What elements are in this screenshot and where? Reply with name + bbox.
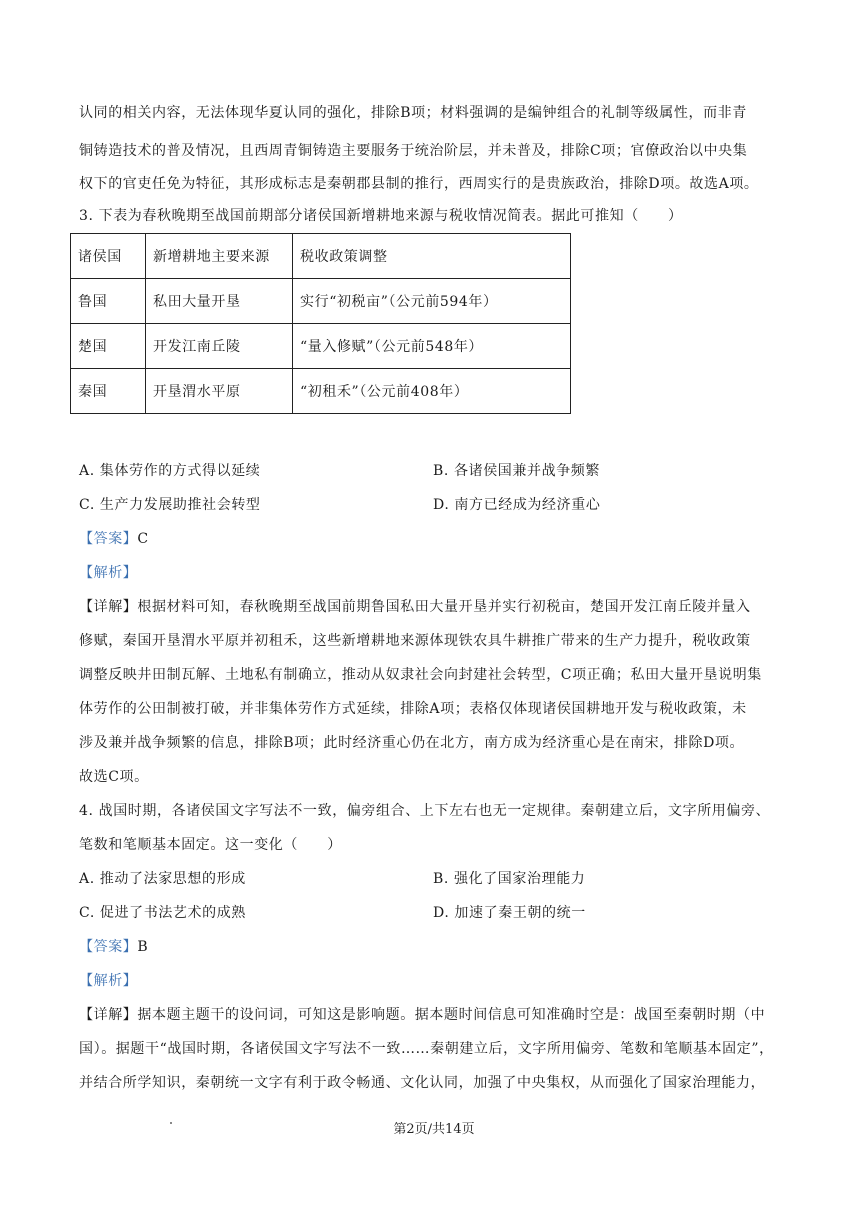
q4-option-d: D. 加速了秦王朝的统一 [433, 905, 586, 921]
table-row [71, 369, 571, 414]
table-cell: 鲁国 [71, 279, 146, 324]
q4-detail-line [79, 1005, 765, 1025]
table-cell: 楚国 [71, 324, 146, 369]
table-row [71, 324, 571, 369]
table-cell: 开垦渭水平原 [146, 369, 293, 414]
detail-tag: 【详解】 [79, 599, 138, 615]
prev-explanation-line: 铜铸造技术的普及情况，且西周青铜铸造主要服务于统治阶层，并未普及，排除C项；官僚政治以中央集 [79, 143, 748, 159]
q4-answer-line [79, 937, 148, 957]
q3-option-c: C. 生产力发展助推社会转型 [79, 497, 261, 513]
table-header-cell: 税收政策调整 [293, 234, 571, 279]
table-header-row [71, 234, 571, 279]
q3-table [70, 233, 571, 414]
detail-text: 据本题主题干的设问词，可知这是影响题。据本题时间信息可知准确时空是：战国至秦朝时期（中 [137, 1007, 766, 1023]
q3-detail-line: 体劳作的公田制被打破，并非集体劳作方式延续，排除A项；表格仅体现诸侯国耕地开发与税收政策，未 [79, 701, 747, 717]
table-cell: 开发江南丘陵 [146, 324, 293, 369]
q3-analysis-tag: 【解析】 [79, 565, 138, 581]
q3-detail-line: 调整反映井田制瓦解、土地私有制确立，推动从奴隶社会向封建社会转型，C项正确；私田大量开垦说明集 [79, 667, 762, 683]
q3-detail-line: 修赋，秦国开垦渭水平原并初租禾，这些新增耕地来源体现铁农具牛耕推广带来的生产力提升，税收政策 [79, 633, 751, 649]
prev-explanation-line: 认同的相关内容，无法体现华夏认同的强化，排除B项；材料强调的是编钟组合的礼制等级属性，而非青 [79, 105, 747, 121]
q4-option-b: B. 强化了国家治理能力 [433, 871, 586, 887]
q4-option-a: A. 推动了法家思想的形成 [79, 871, 246, 887]
answer-tag: 【答案】 [79, 939, 138, 955]
q3-answer: C [137, 531, 149, 547]
q4-option-c: C. 促进了书法艺术的成熟 [79, 905, 246, 921]
prev-explanation-line: 权下的官吏任免为特征，其形成标志是秦朝郡县制的推行，西周实行的是贵族政治，排除D项。故选A项。 [79, 176, 759, 192]
table-header-cell: 诸侯国 [71, 234, 146, 279]
table-cell: “初租禾”（公元前408年） [293, 369, 571, 414]
q3-detail-line [79, 597, 751, 617]
q3-option-d: D. 南方已经成为经济重心 [433, 497, 601, 513]
q4-answer: B [137, 939, 149, 955]
answer-tag: 【答案】 [79, 531, 138, 547]
table-cell: 实行“初税亩”（公元前594年） [293, 279, 571, 324]
q3-stem: 3. 下表为春秋晚期至战国前期部分诸侯国新增耕地来源与税收情况简表。据此可推知（ ） [79, 208, 683, 224]
q3-detail-line: 涉及兼并战争频繁的信息，排除B项；此时经济重心仍在北方，南方成为经济重心是在南宋，排除D项。 [79, 735, 745, 751]
table-cell: “量入修赋”（公元前548年） [293, 324, 571, 369]
q3-answer-line [79, 529, 149, 549]
table-row [71, 279, 571, 324]
q3-option-b: B. 各诸侯国兼并战争频繁 [433, 463, 600, 479]
q3-option-a: A. 集体劳作的方式得以延续 [79, 463, 261, 479]
table-header-cell: 新增耕地主要来源 [146, 234, 293, 279]
q3-detail-line: 故选C项。 [79, 769, 149, 785]
q4-stem-line: 4. 战国时期，各诸侯国文字写法不一致，偏旁组合、上下左右也无一定规律。秦朝建立后，文字所用偏旁、 [79, 803, 771, 819]
q4-analysis-tag: 【解析】 [79, 973, 138, 989]
detail-text: 根据材料可知，春秋晚期至战国前期鲁国私田大量开垦并实行初税亩，楚国开发江南丘陵并量入 [137, 599, 751, 615]
table-cell: 秦国 [71, 369, 146, 414]
table-cell: 私田大量开垦 [146, 279, 293, 324]
detail-tag: 【详解】 [79, 1007, 138, 1023]
page-footer: 第2页/共14页 [393, 1122, 475, 1137]
q4-detail-line: 并结合所学知识，秦朝统一文字有利于政令畅通、文化认同，加强了中央集权，从而强化了国家治理能力， [79, 1075, 766, 1091]
q4-detail-line: 国）。据题干“战国时期，各诸侯国文字写法不一致……秦朝建立后，文字所用偏旁、笔数和笔顺基本固定”， [79, 1041, 774, 1057]
q4-stem-line: 笔数和笔顺基本固定。这一变化（ ） [79, 837, 342, 853]
